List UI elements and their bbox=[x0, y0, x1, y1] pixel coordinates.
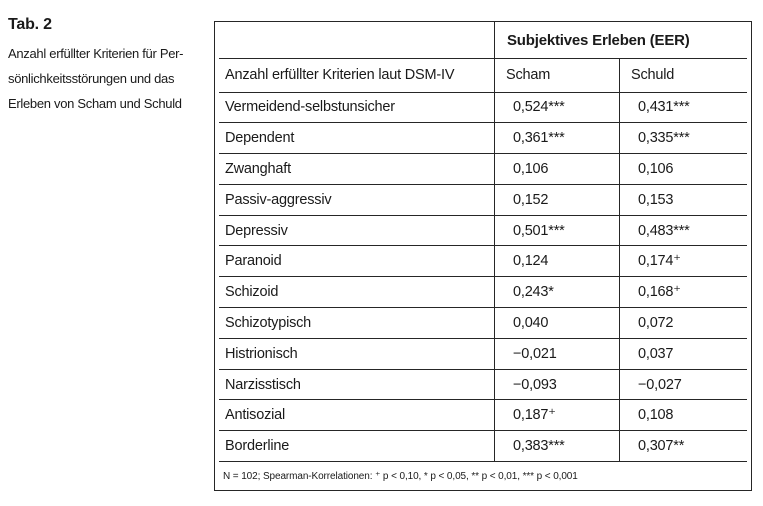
table-row bbox=[219, 400, 747, 431]
header-schuld: Schuld bbox=[631, 67, 675, 84]
row-label: Vermeidend-selbstunsicher bbox=[225, 99, 395, 116]
value-schuld: 0,153 bbox=[638, 191, 674, 208]
row-label: Paranoid bbox=[225, 253, 282, 270]
header-scham: Scham bbox=[506, 67, 551, 84]
value-scham: 0,187⁺ bbox=[513, 407, 556, 424]
row-label: Schizoid bbox=[225, 284, 279, 301]
caption-line-3: Erleben von Scham und Schuld bbox=[8, 96, 182, 111]
value-schuld: −0,027 bbox=[638, 376, 682, 393]
table-row bbox=[219, 277, 747, 308]
column-divider-2 bbox=[619, 59, 620, 462]
table-row bbox=[219, 431, 747, 462]
value-scham: −0,093 bbox=[513, 376, 557, 393]
table-row bbox=[219, 216, 747, 247]
value-scham: 0,383*** bbox=[513, 438, 565, 455]
value-scham: 0,106 bbox=[513, 160, 549, 177]
row-label: Depressiv bbox=[225, 222, 288, 239]
row-label: Narzisstisch bbox=[225, 376, 301, 393]
table-row bbox=[219, 339, 747, 370]
value-schuld: 0,037 bbox=[638, 345, 674, 362]
value-scham: 0,243* bbox=[513, 284, 554, 301]
value-schuld: 0,168⁺ bbox=[638, 284, 681, 301]
column-divider-1 bbox=[494, 22, 495, 462]
span-header: Subjektives Erleben (EER) bbox=[507, 31, 690, 49]
row-label: Borderline bbox=[225, 438, 290, 455]
correlation-table bbox=[214, 21, 752, 491]
value-schuld: 0,072 bbox=[638, 314, 674, 331]
value-scham: 0,124 bbox=[513, 253, 549, 270]
value-scham: 0,524*** bbox=[513, 99, 565, 116]
value-scham: 0,040 bbox=[513, 314, 549, 331]
table-row bbox=[219, 308, 747, 339]
table-row bbox=[219, 93, 747, 124]
value-schuld: 0,174⁺ bbox=[638, 253, 681, 270]
row-label: Passiv-aggressiv bbox=[225, 191, 332, 208]
value-scham: −0,021 bbox=[513, 345, 557, 362]
table-footnote: N = 102; Spearman-Korrelationen: ⁺ p < 0,10, * p < 0,05, ** p < 0,01, *** p < 0,001 bbox=[223, 470, 578, 482]
value-schuld: 0,483*** bbox=[638, 222, 690, 239]
header-criteria: Anzahl erfüllter Kriterien laut DSM-IV bbox=[225, 67, 455, 84]
table-row bbox=[219, 370, 747, 401]
table-caption bbox=[8, 14, 212, 116]
row-label: Histrionisch bbox=[225, 345, 298, 362]
span-header-row bbox=[219, 22, 747, 59]
row-label: Zwanghaft bbox=[225, 160, 291, 177]
row-label: Dependent bbox=[225, 130, 295, 147]
table-row bbox=[219, 123, 747, 154]
value-scham: 0,501*** bbox=[513, 222, 565, 239]
table-row bbox=[219, 246, 747, 277]
value-schuld: 0,108 bbox=[638, 407, 674, 424]
row-label: Schizotypisch bbox=[225, 314, 312, 331]
caption-line-2: sönlichkeitsstörungen und das bbox=[8, 71, 175, 86]
column-header-row bbox=[219, 59, 747, 93]
caption-line-1: Anzahl erfüllter Kriterien für Per- bbox=[8, 46, 184, 61]
value-schuld: 0,307** bbox=[638, 438, 685, 455]
row-label: Antisozial bbox=[225, 407, 286, 424]
value-schuld: 0,431*** bbox=[638, 99, 690, 116]
table-row bbox=[219, 185, 747, 216]
value-schuld: 0,335*** bbox=[638, 130, 690, 147]
table-row bbox=[219, 154, 747, 185]
value-scham: 0,361*** bbox=[513, 130, 565, 147]
caption-label: Tab. 2 bbox=[8, 16, 52, 33]
value-schuld: 0,106 bbox=[638, 160, 674, 177]
value-scham: 0,152 bbox=[513, 191, 549, 208]
